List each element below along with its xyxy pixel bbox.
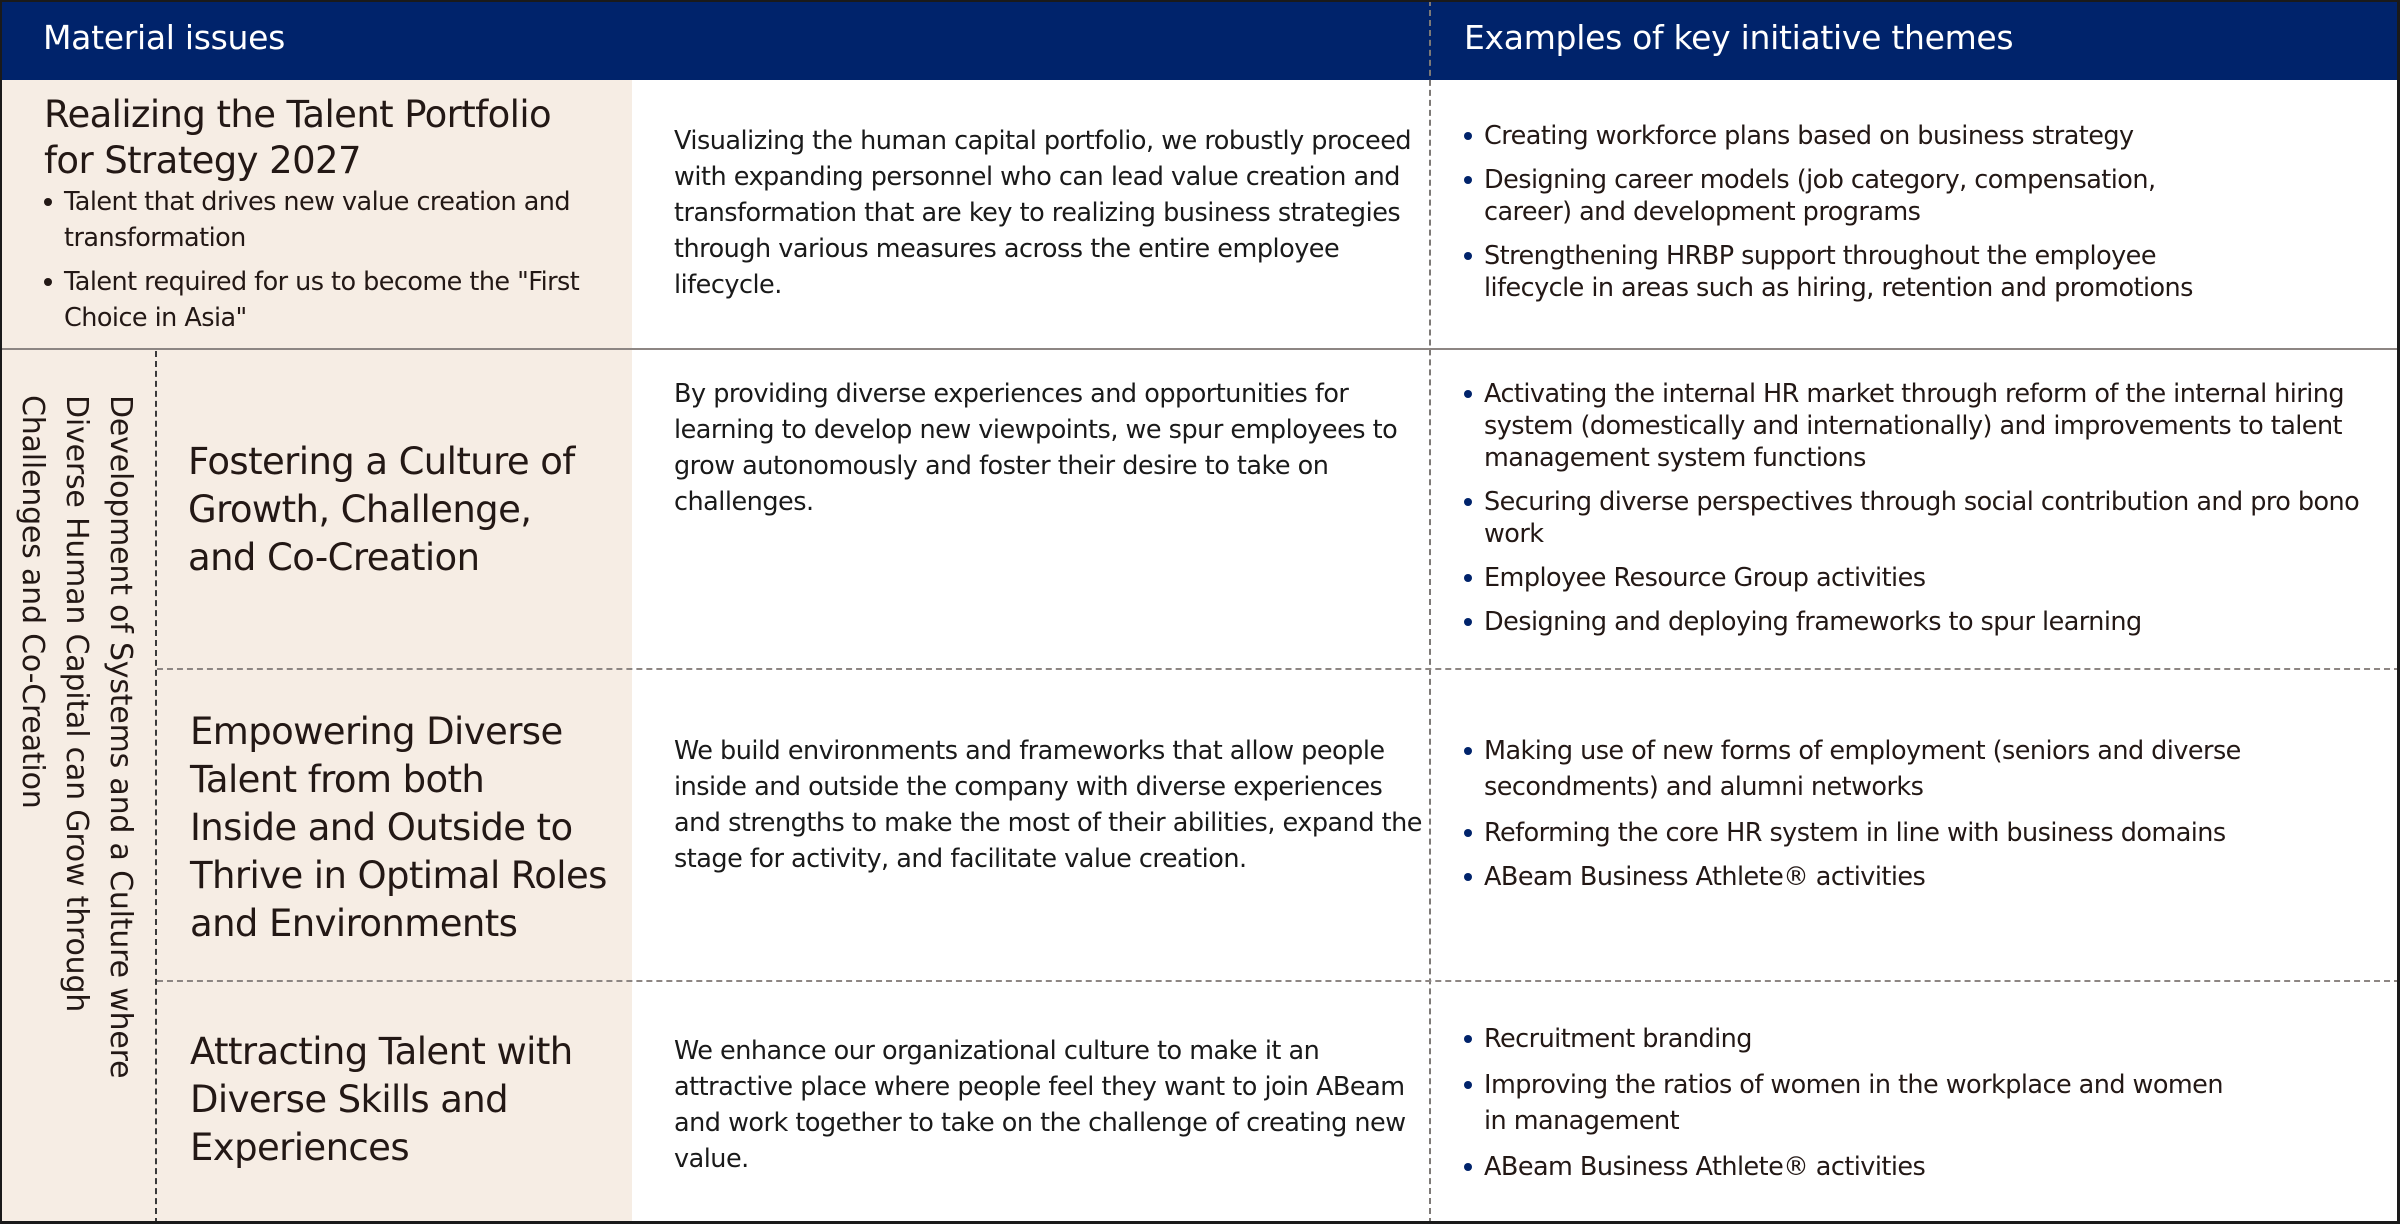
group-label-line-2: Diverse Human Capital can Grow through (59, 395, 94, 1013)
example-item: Securing diverse perspectives through social contribution and pro bono work (1464, 486, 2364, 550)
example-item: Improving the ratios of women in the workplace and women in management (1464, 1067, 2244, 1139)
bullet-icon (1464, 1081, 1472, 1089)
row-1-sub-point: Talent that drives new value creation and transformation (44, 184, 624, 256)
example-item: Employee Resource Group activities (1464, 562, 2364, 594)
row-1-sub-points (44, 184, 624, 336)
bullet-icon (1464, 574, 1472, 582)
row-2-title (188, 438, 618, 582)
bullet-icon (1464, 1035, 1472, 1043)
example-item: Making use of new forms of employment (seniors and diverse secondments) and alumni networks (1464, 733, 2244, 805)
row-3-examples (1464, 733, 2244, 905)
row-4-title (190, 1028, 620, 1172)
row-2-description: By providing diverse experiences and opportunities for learning to develop new viewpoints, we spur employees to grow autonomously and foster their desire to take on challenges. (674, 379, 1398, 517)
group-label-line-1: Development of Systems and a Culture where (103, 395, 138, 1079)
row-2-title-line: and Co-Creation (188, 536, 480, 579)
example-item: Activating the internal HR market through reform of the internal hiring system (domestically and internationally) and improvements to talent management system functions (1464, 378, 2364, 474)
row-3-title (190, 708, 620, 948)
bullet-icon (1464, 252, 1472, 260)
bullet-icon (44, 198, 52, 206)
row-4-title-line: Experiences (190, 1126, 410, 1169)
row-1-description: Visualizing the human capital portfolio, we robustly proceed with expanding personnel who can lead value creation and transformation that are key to realizing business strategies through various measures across the entire employee lifecycle. (674, 126, 1412, 300)
example-item: Reforming the core HR system in line with business domains (1464, 817, 2244, 849)
row-4-title-line: Attracting Talent with (190, 1030, 573, 1073)
row-1-sub-point: Talent required for us to become the "First Choice in Asia" (44, 264, 624, 336)
group-label-divider (155, 351, 157, 1224)
bullet-icon (1464, 176, 1472, 184)
bullet-icon (1464, 618, 1472, 626)
row-3-title-line: Thrive in Optimal Roles (190, 854, 607, 897)
bullet-icon (44, 278, 52, 286)
group-label-line-3: Challenges and Co-Creation (15, 395, 50, 809)
bullet-icon (1464, 498, 1472, 506)
row-3-title-line: Talent from both (190, 758, 485, 801)
header-material-issues: Material issues (43, 18, 286, 57)
row-divider-3 (157, 980, 2400, 982)
row-1-title (44, 92, 624, 184)
example-item: Creating workforce plans based on business strategy (1464, 120, 2224, 152)
row-1-title-line: for Strategy 2027 (44, 139, 361, 182)
example-item: Recruitment branding (1464, 1023, 2244, 1055)
row-4-examples (1464, 1023, 2244, 1195)
row-3-title-line: and Environments (190, 902, 518, 945)
row-3-title-line: Empowering Diverse (190, 710, 563, 753)
header-key-initiatives: Examples of key initiative themes (1464, 18, 2014, 57)
bullet-icon (1464, 873, 1472, 881)
row-2-title-line: Growth, Challenge, (188, 488, 532, 531)
row-1-examples (1464, 120, 2224, 316)
row-2-examples (1464, 378, 2364, 650)
bullet-icon (1464, 829, 1472, 837)
bullet-icon (1464, 1163, 1472, 1171)
row-4-title-line: Diverse Skills and (190, 1078, 509, 1121)
bullet-icon (1464, 390, 1472, 398)
row-divider-1 (0, 348, 2400, 350)
row-1-title-line: Realizing the Talent Portfolio (44, 93, 552, 136)
row-1-material-issue (44, 92, 624, 344)
column-divider-right (1429, 0, 1431, 1224)
example-item: ABeam Business Athlete® activities (1464, 861, 2244, 893)
row-2-title-line: Fostering a Culture of (188, 440, 575, 483)
table-header (0, 0, 2400, 80)
row-3-title-line: Inside and Outside to (190, 806, 573, 849)
row-4-description: We enhance our organizational culture to make it an attractive place where people feel they want to join ABeam and work together to take on the challenge of creating new value. (674, 1036, 1406, 1174)
bullet-icon (1464, 747, 1472, 755)
example-item: Strengthening HRBP support throughout the employee lifecycle in areas such as hiring, retention and promotions (1464, 240, 2224, 304)
example-item: Designing career models (job category, compensation, career) and development programs (1464, 164, 2224, 228)
row-3-description: We build environments and frameworks that allow people inside and outside the company with diverse experiences and strengths to make the most of their abilities, expand the stage for activity, and facilitate value creation. (674, 736, 1422, 874)
group-label (10, 395, 142, 1078)
example-item: ABeam Business Athlete® activities (1464, 1151, 2244, 1183)
bullet-icon (1464, 132, 1472, 140)
row-divider-2 (157, 668, 2400, 670)
example-item: Designing and deploying frameworks to spur learning (1464, 606, 2364, 638)
